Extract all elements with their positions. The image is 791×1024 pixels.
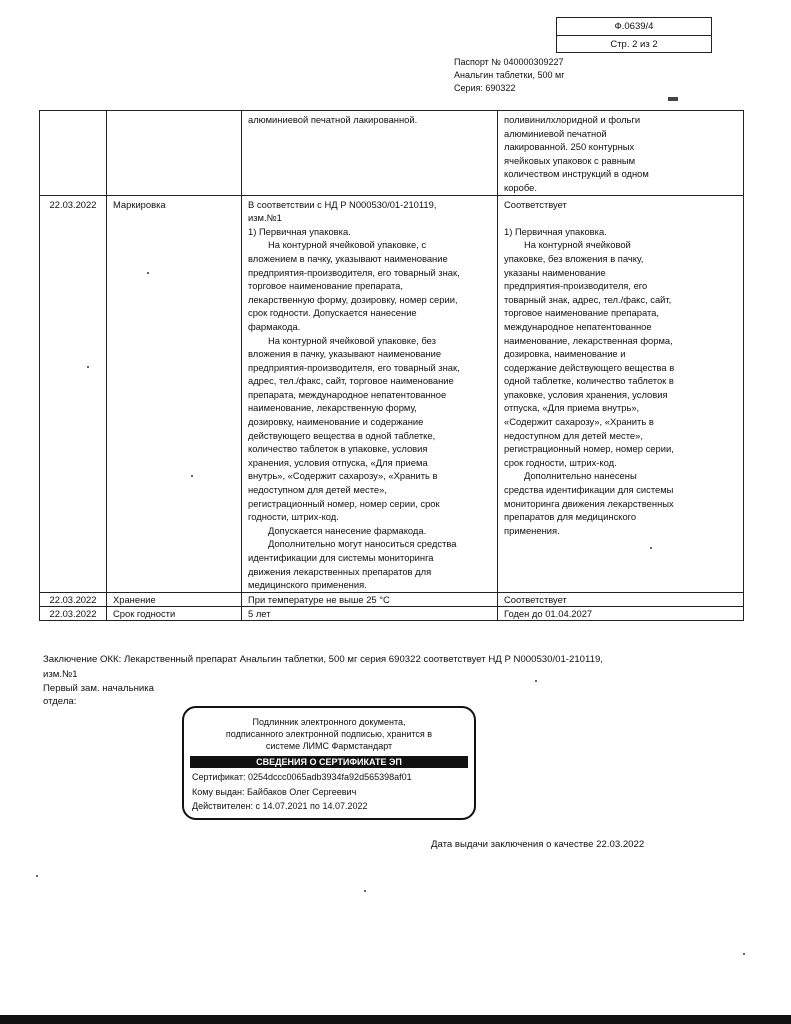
table-row <box>40 111 744 196</box>
certificate-header: СВЕДЕНИЯ О СЕРТИФИКАТЕ ЭП <box>190 756 468 768</box>
e-signature-stamp <box>182 706 476 820</box>
date-cell: 22.03.2022 <box>40 195 107 592</box>
table-row <box>40 606 744 620</box>
scan-speck <box>743 953 745 955</box>
page-number: Стр. 2 из 2 <box>557 35 711 53</box>
passport-number: Паспорт № 040000309227 <box>454 57 564 67</box>
date-cell <box>40 111 107 196</box>
requirement-cell: 5 лет <box>242 606 498 620</box>
requirement-cell: алюминиевой печатной лакированной. <box>242 111 498 196</box>
scan-speck <box>36 875 38 877</box>
scan-speck <box>535 680 537 682</box>
scan-speck <box>191 475 193 477</box>
signatory-block <box>43 669 154 708</box>
table-row <box>40 592 744 606</box>
form-code-box <box>556 17 712 53</box>
quality-table <box>39 110 744 621</box>
scan-edge <box>0 1015 791 1024</box>
conclusion-line: изм.№1 <box>43 669 78 680</box>
certificate-validity: Действителен: с 14.07.2021 по 14.07.2022 <box>192 801 368 811</box>
passport-info <box>454 56 565 95</box>
scan-speck <box>147 272 149 274</box>
requirement-cell: При температуре не выше 25 °C <box>242 592 498 606</box>
scan-speck <box>364 890 366 892</box>
scan-speck <box>650 547 652 549</box>
date-cell: 22.03.2022 <box>40 606 107 620</box>
scan-speck <box>87 366 89 368</box>
result-cell: Соответствует <box>498 592 744 606</box>
scan-mark <box>668 97 678 101</box>
conclusion <box>43 652 603 668</box>
stamp-header: Подлинник электронного документа, подписанного электронной подписью, хранится в системе ЛИМС Фармстандарт <box>225 717 433 751</box>
result-cell: поливинилхлоридной и фольги алюминиевой печатной лакированной. 250 контурных ячейковых упаковок с равным количеством инструкций в одном коробе. <box>498 111 744 196</box>
conclusion-line: Заключение ОКК: Лекарственный препарат Анальгин таблетки, 500 мг серия 690322 соответствует НД Р N000530/01-210119, <box>43 654 603 665</box>
date-cell: 22.03.2022 <box>40 592 107 606</box>
result-cell: Соответствует 1) Первичная упаковка. На контурной ячейковой упаковке, без вложения в пачку, указаны наименование предприятия-производителя, его товарный знак, адрес, тел./факс, сайт, торговое наименование препарата, международное непатентованное наименование, лекарственная форма, дозировка, наименование и содержание действующего вещества в одной таблетке, количество таблеток в упаковке, условия хранения, условия отпуска, «Для приема внутрь», «Содержит сахарозу», «Хранить в недоступном для детей месте», регистрационный номер, номер серии, срок годности, штрих-код. Дополнительно нанесены средства идентификации для системы мониторинга движения лекарственных препаратов для медицинского применения. <box>498 195 744 592</box>
table-row <box>40 195 744 592</box>
product-name: Анальгин таблетки, 500 мг <box>454 70 565 80</box>
issue-date: Дата выдачи заключения о качестве 22.03.2022 <box>431 839 645 850</box>
requirement-cell: В соответствии с НД Р N000530/01-210119, изм.№1 1) Первичная упаковка. На контурной ячейковой упаковке, с вложением в пачку, указывают наименование предприятия-производителя, его товарный знак, торговое наименование препарата, лекарственную форму, дозировку, номер серии, срок годности. Допускается нанесение фармакода. На контурной ячейковой упаковке, без вложения в пачку, указывают наименование предприятия-производителя, его товарный знак, адрес, тел./факс, сайт, торговое наименование препарата, международное непатентованное наименование, лекарственную форму, дозировку, наименование и содержание действующего вещества в одной таблетке, количество таблеток в упаковке, условия хранения, условия отпуска, «Для приема внутрь», «Содержит сахарозу», «Хранить в недоступном для детей месте», регистрационный номер, номер серии, срок годности, штрих-код. Допускается нанесение фармакода. Дополнительно могут наноситься средства идентификации для системы мониторинга движения лекарственных препаратов для медицинского применения. <box>242 195 498 592</box>
indicator-cell: Маркировка <box>107 195 242 592</box>
indicator-cell: Хранение <box>107 592 242 606</box>
indicator-cell <box>107 111 242 196</box>
form-code: Ф.0639/4 <box>614 21 654 32</box>
indicator-cell: Срок годности <box>107 606 242 620</box>
signatory-title: Первый зам. начальника <box>43 683 154 694</box>
certificate-owner: Кому выдан: Байбаков Олег Сергеевич <box>192 786 357 797</box>
signatory-dept: отдела: <box>43 696 77 707</box>
result-cell: Годен до 01.04.2027 <box>498 606 744 620</box>
series-number: Серия: 690322 <box>454 83 516 93</box>
certificate-id: Сертификат: 0254dccc0065adb3934fa92d565398af01 <box>192 772 412 782</box>
